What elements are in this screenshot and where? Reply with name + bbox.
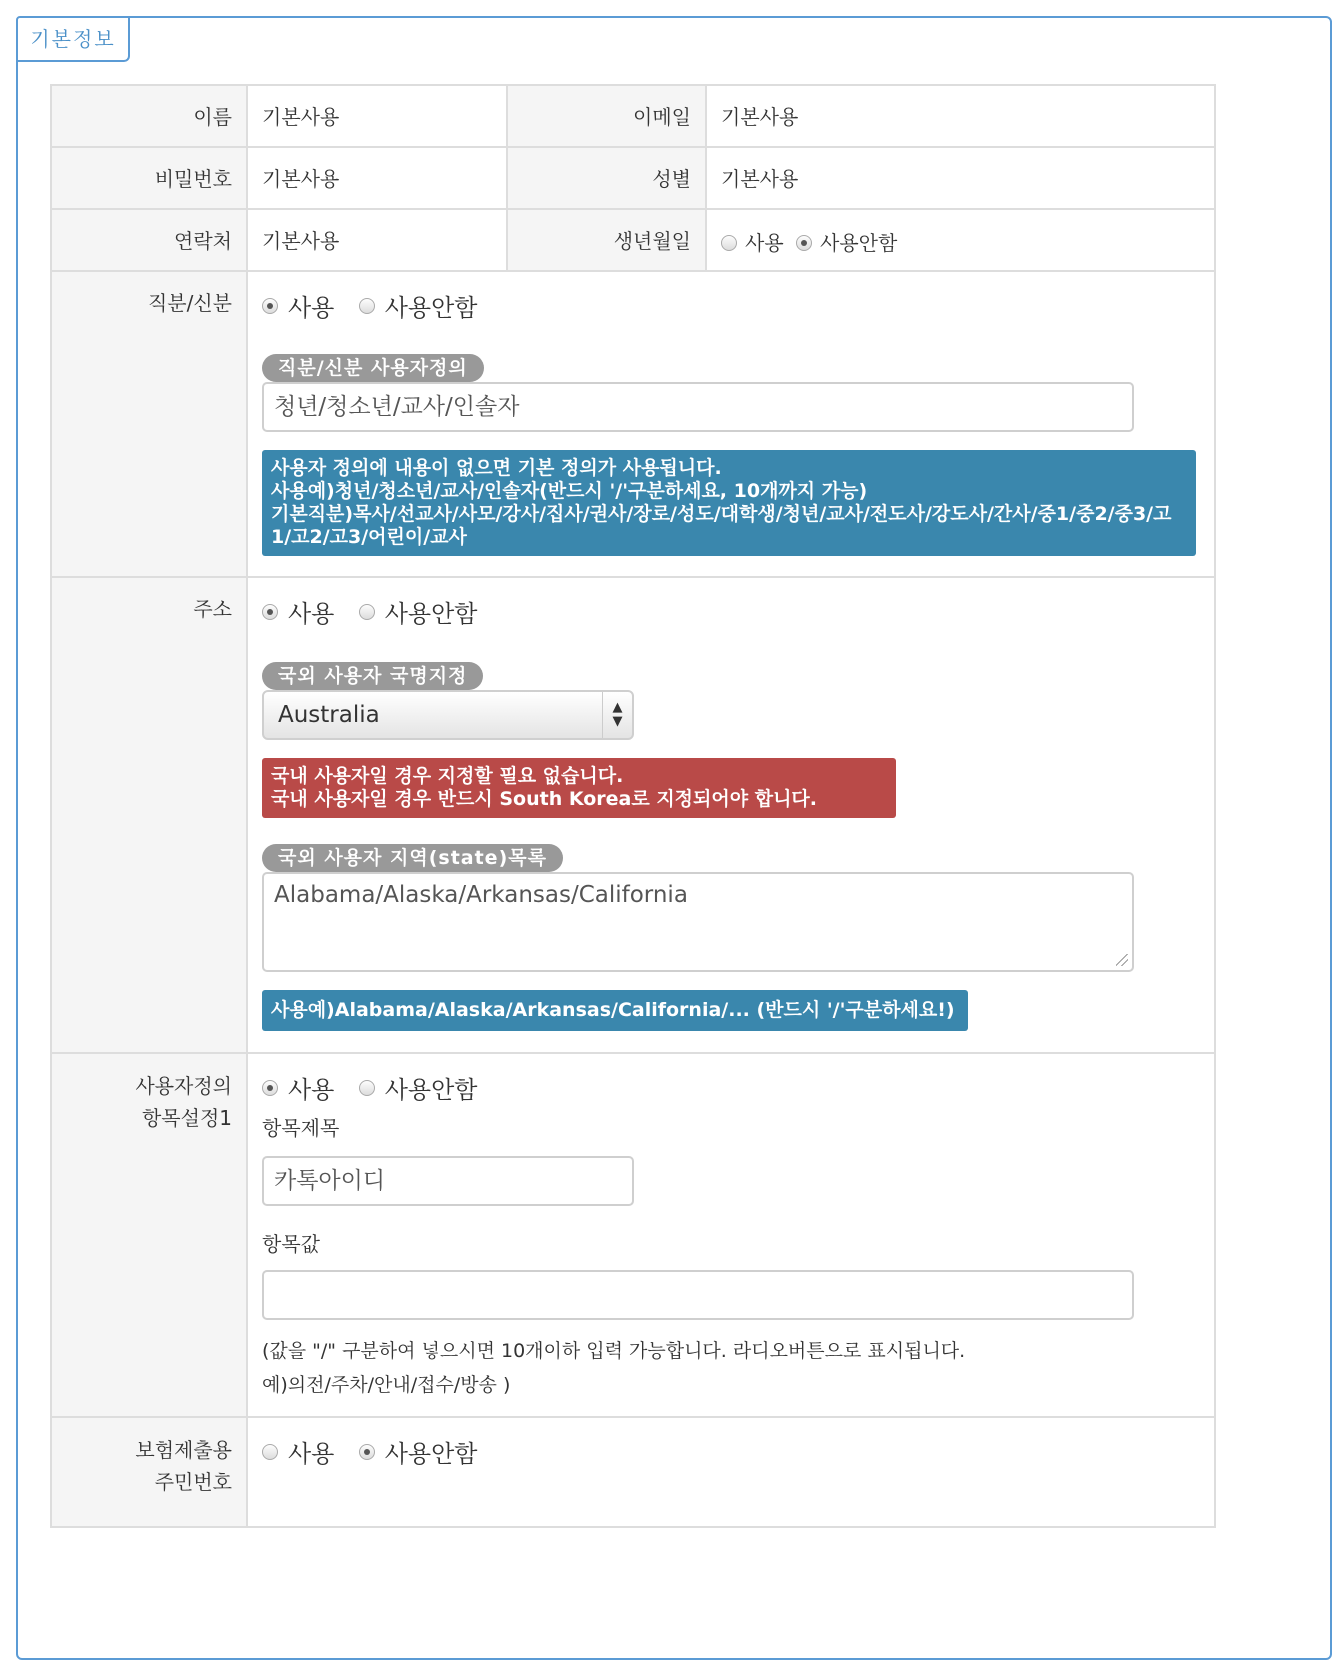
position-label: 직분/신분 (51, 271, 247, 577)
birthday-use-label: 사용 (745, 230, 784, 255)
address-label: 주소 (51, 577, 247, 1053)
custom1-label (51, 1053, 247, 1417)
custom1-title-input[interactable]: 카톡아이디 (262, 1156, 634, 1206)
country-label: 국외 사용자 국명지정 (262, 662, 483, 690)
address-nouse-label: 사용안함 (384, 600, 478, 628)
email-label: 이메일 (507, 85, 706, 147)
insurance-label (51, 1417, 247, 1527)
custom1-use-label: 사용 (288, 1076, 335, 1104)
email-value: 기본사용 (706, 85, 1215, 147)
custom1-help-text (262, 1334, 1196, 1402)
contact-value: 기본사용 (247, 209, 507, 271)
insurance-cell (247, 1417, 1215, 1527)
country-warn-line2: 국내 사용자일 경우 반드시 South Korea로 지정되어야 합니다. (271, 788, 817, 810)
custom1-value-label: 항목값 (262, 1232, 320, 1256)
country-select[interactable] (262, 690, 634, 740)
password-label: 비밀번호 (51, 147, 247, 209)
insurance-use-radio[interactable] (262, 1444, 278, 1460)
custom1-value-input[interactable] (262, 1270, 1134, 1320)
position-use-radio[interactable] (262, 298, 278, 314)
address-nouse-radio[interactable] (359, 604, 375, 620)
gender-label: 성별 (507, 147, 706, 209)
custom1-help-line2: 예)의전/주차/안내/접수/방송 ) (262, 1374, 511, 1396)
birthday-options (706, 209, 1215, 271)
settings-table (50, 84, 1216, 1528)
position-note-line1: 사용자 정의에 내용이 없으면 기본 정의가 사용됩니다. (271, 457, 722, 479)
custom1-nouse-label: 사용안함 (384, 1076, 478, 1104)
address-use-label: 사용 (288, 600, 335, 628)
insurance-use-label: 사용 (288, 1440, 335, 1468)
birthday-use-radio[interactable] (721, 235, 737, 251)
position-custom-input[interactable]: 청년/청소년/교사/인솔자 (262, 382, 1134, 432)
position-cell (247, 271, 1215, 577)
address-cell (247, 577, 1215, 1053)
custom1-use-radio[interactable] (262, 1080, 278, 1096)
insurance-nouse-label: 사용안함 (384, 1440, 478, 1468)
custom1-label-line1: 사용자정의 (135, 1074, 232, 1098)
position-nouse-label: 사용안함 (384, 294, 478, 322)
insurance-nouse-radio[interactable] (359, 1444, 375, 1460)
state-info-note: 사용예)Alabama/Alaska/Arkansas/California/... (반드시 '/'구분하세요!) (262, 990, 968, 1031)
country-warn-line1: 국내 사용자일 경우 지정할 필요 없습니다. (271, 765, 624, 787)
gender-value: 기본사용 (706, 147, 1215, 209)
password-value: 기본사용 (247, 147, 507, 209)
state-textarea-value: Alabama/Alaska/Arkansas/California (274, 882, 688, 908)
position-nouse-radio[interactable] (359, 298, 375, 314)
country-warning-note (262, 758, 896, 818)
position-use-label: 사용 (288, 294, 335, 322)
custom1-help-line1: (값을 "/" 구분하여 넣으시면 10개이하 입력 가능합니다. 라디오버튼으로 표시됩니다. (262, 1340, 966, 1362)
custom1-label-line2: 항목설정1 (141, 1106, 232, 1130)
custom1-title-label: 항목제목 (262, 1116, 340, 1140)
state-label: 국외 사용자 지역(state)목록 (262, 844, 563, 872)
state-textarea[interactable] (262, 872, 1134, 972)
position-info-note (262, 450, 1196, 556)
custom1-nouse-radio[interactable] (359, 1080, 375, 1096)
name-label: 이름 (51, 85, 247, 147)
birthday-label: 생년월일 (507, 209, 706, 271)
position-note-line2: 사용예)청년/청소년/교사/인솔자(반드시 '/'구분하세요, 10개까지 가능) (271, 480, 868, 502)
address-use-radio[interactable] (262, 604, 278, 620)
insurance-label-line2: 주민번호 (154, 1470, 232, 1494)
contact-label: 연락처 (51, 209, 247, 271)
fieldset-legend: 기본정보 (16, 16, 130, 62)
birthday-nouse-label: 사용안함 (820, 230, 898, 255)
select-arrows-icon: ▲ ▼ (602, 692, 632, 738)
position-custom-label: 직분/신분 사용자정의 (262, 354, 484, 382)
country-select-value: Australia (278, 702, 380, 728)
resize-grip-icon[interactable] (1116, 954, 1128, 966)
birthday-nouse-radio[interactable] (796, 235, 812, 251)
insurance-label-line1: 보험제출용 (135, 1438, 232, 1462)
name-value: 기본사용 (247, 85, 507, 147)
custom1-cell (247, 1053, 1215, 1417)
position-note-line3: 기본직분)목사/선교사/사모/강사/집사/권사/장로/성도/대학생/청년/교사/전도사/강도사/간사/중1/중2/중3/고1/고2/고3/어린이/교사 (271, 503, 1172, 548)
